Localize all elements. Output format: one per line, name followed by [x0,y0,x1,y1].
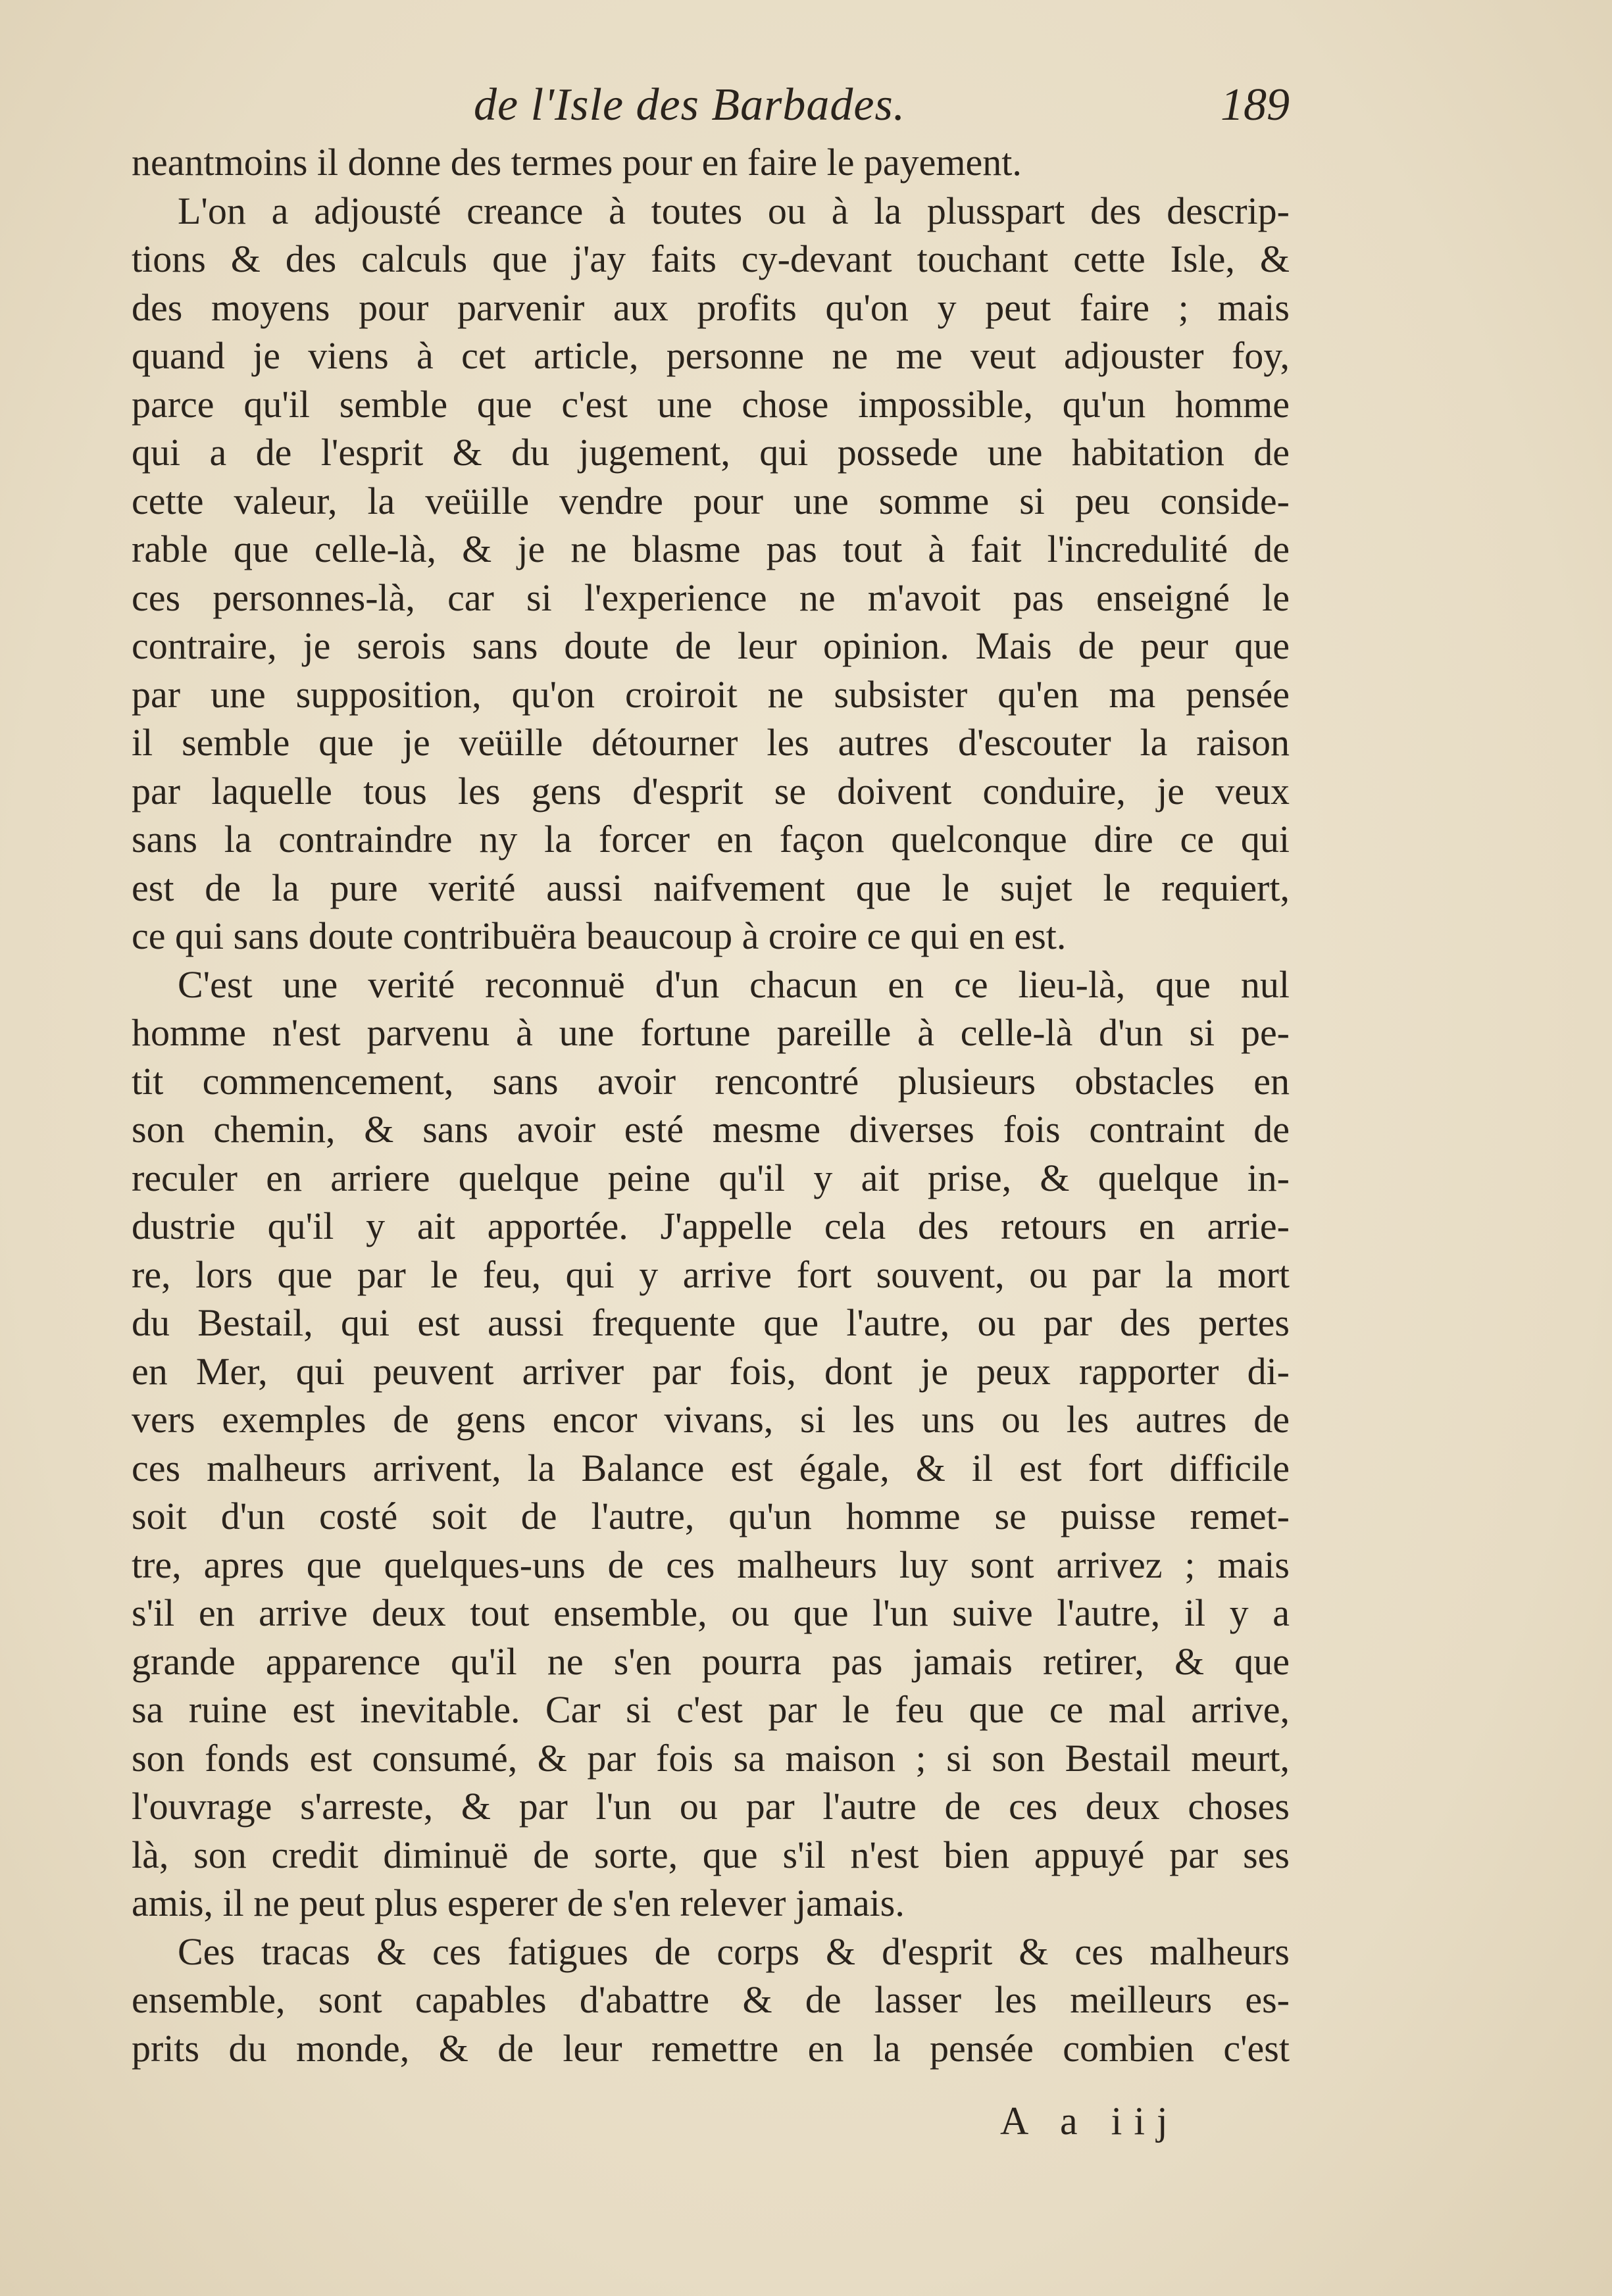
text-line: quand je viens à cet article, personne ne me veut adjouster foy, [132,334,1290,377]
text-line: par une supposition, qu'on croiroit ne subsister qu'en ma pensée [132,672,1290,716]
text-line: neantmoins il donne des termes pour en faire le payement. [132,141,1022,184]
text-line: là, son credit diminuë de sorte, que s'il n'est bien appuyé par ses [132,1833,1290,1876]
text-line: reculer en arriere quelque peine qu'il y ait prise, & quelque in- [132,1156,1290,1199]
text-line: vers exemples de gens encor vivans, si les uns ou les autres de [132,1398,1290,1441]
text-line: sa ruine est inevitable. Car si c'est par le feu que ce mal arrive, [132,1688,1290,1731]
text-line: re, lors que par le feu, qui y arrive fort souvent, ou par la mort [132,1253,1290,1296]
text-line: prits du monde, & de leur remettre en la pensée combien c'est [132,2026,1290,2070]
page-number: 189 [1221,80,1290,130]
running-title: de l'Isle des Barbades. [474,80,906,130]
text-line: qui a de l'esprit & du jugement, qui possede une habitation de [132,431,1290,474]
text-line: parce qu'il semble que c'est une chose impossible, qu'un homme [132,382,1290,426]
text-line: son fonds est consumé, & par fois sa maison ; si son Bestail meurt, [132,1736,1290,1780]
text-line: contraire, je serois sans doute de leur opinion. Mais de peur que [132,624,1290,667]
text-line: s'il en arrive deux tout ensemble, ou que l'un suive l'autre, il y a [132,1591,1290,1634]
text-line: l'ouvrage s'arreste, & par l'un ou par l'autre de ces deux choses [132,1785,1290,1828]
text-line: homme n'est parvenu à une fortune pareille à celle-là d'un si pe- [132,1011,1290,1054]
text-line: L'on a adjousté creance à toutes ou à la plusspart des descrip- [178,189,1290,232]
text-line: des moyens pour parvenir aux profits qu'on y peut faire ; mais [132,286,1290,329]
text-line: rable que celle-là, & je ne blasme pas tout à fait l'incredulité de [132,528,1290,570]
page-header [132,79,1290,145]
text-line: ces personnes-là, car si l'experience ne m'avoit pas enseigné le [132,576,1290,619]
text-line: tre, apres que quelques-uns de ces malheurs luy sont arrivez ; mais [132,1543,1290,1586]
text-line: par laquelle tous les gens d'esprit se doivent conduire, je veux [132,769,1290,812]
text-line: amis, il ne peut plus esperer de s'en relever jamais. [132,1882,905,1924]
text-line: il semble que je veüille détourner les autres d'escouter la raison [132,721,1290,764]
text-line: est de la pure verité aussi naifvement que le sujet le requiert, [132,866,1290,909]
text-line: du Bestail, qui est aussi frequente que l'autre, ou par des pertes [132,1301,1290,1344]
text-line: son chemin, & sans avoir esté mesme diverses fois contraint de [132,1108,1290,1151]
text-line: dustrie qu'il y ait apportée. J'appelle cela des retours en arrie- [132,1205,1290,1247]
text-line: cette valeur, la veüille vendre pour une somme si peu conside- [132,479,1290,522]
text-line: grande apparence qu'il ne s'en pourra pas jamais retirer, & que [132,1639,1290,1683]
signature-mark: A a iij [1000,2099,1180,2143]
text-line: tit commencement, sans avoir rencontré plusieurs obstacles en [132,1059,1290,1103]
text-line: Ces tracas & ces fatigues de corps & d'esprit & ces malheurs [178,1930,1290,1973]
text-line: en Mer, qui peuvent arriver par fois, dont je peux rapporter di- [132,1349,1290,1393]
text-line: ensemble, sont capables d'abattre & de lasser les meilleurs es- [132,1978,1290,2021]
body-text [132,138,1290,2072]
text-line: ces malheurs arrivent, la Balance est égale, & il est fort difficile [132,1446,1290,1489]
text-line: C'est une verité reconnuë d'un chacun en ce lieu-là, que nul [178,962,1290,1006]
text-line: soit d'un costé soit de l'autre, qu'un homme se puisse remet- [132,1495,1290,1537]
text-line: ce qui sans doute contribuëra beaucoup à croire ce qui en est. [132,914,1067,957]
text-line: sans la contraindre ny la forcer en façon quelconque dire ce qui [132,818,1290,861]
text-line: tions & des calculs que j'ay faits cy-devant touchant cette Isle, & [132,237,1290,280]
